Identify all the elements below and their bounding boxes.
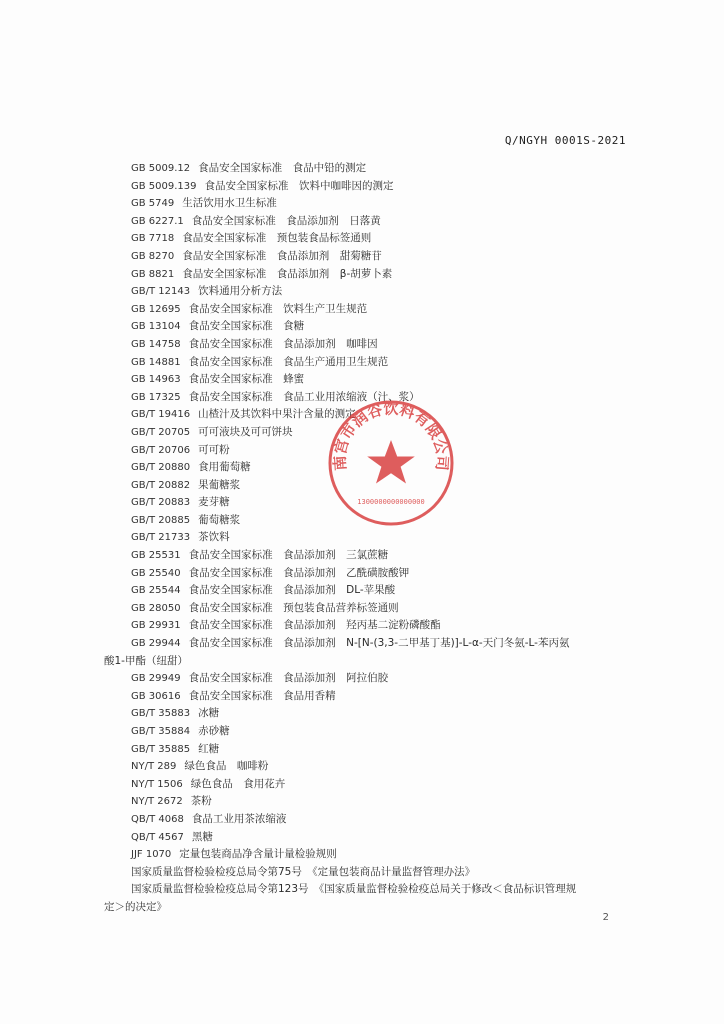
standard-code: GB 6227.1 — [131, 215, 184, 227]
standard-code: NY/T 289 — [131, 761, 177, 773]
standard-title: 食品安全国家标准 食品添加剂 DL-苹果酸 — [188, 584, 396, 597]
standard-row — [104, 195, 644, 213]
standard-code: GB 5009.139 — [131, 180, 197, 192]
standard-code: GB 5009.12 — [131, 163, 191, 174]
standard-code: GB 14881 — [131, 356, 181, 368]
standard-row — [104, 758, 644, 776]
standard-title: 食品安全国家标准 食品添加剂 N-[N-(3,3-二甲基丁基)]-L-α-天门冬氨-L-苯丙氨 — [188, 637, 570, 650]
standard-row — [104, 899, 644, 917]
standard-code: GB 7718 — [131, 233, 175, 245]
standard-code: GB/T 20882 — [131, 479, 191, 491]
standard-title: 食品安全国家标准 食品添加剂 咖啡因 — [188, 337, 378, 350]
standard-code: GB 13104 — [131, 321, 181, 333]
standard-title: 红糖 — [198, 742, 220, 755]
standard-row — [104, 829, 644, 847]
standard-code: QB/T 4567 — [131, 831, 184, 843]
standard-code: GB 30616 — [131, 690, 181, 702]
standard-code: NY/T 1506 — [131, 778, 183, 790]
standard-title: 国家质量监督检验检疫总局令第123号 《国家质量监督检验检疫总局关于修改＜食品标识管理规 — [131, 883, 577, 896]
standard-title: 茶饮料 — [198, 531, 230, 544]
star-icon — [367, 440, 415, 484]
standard-row — [104, 723, 644, 741]
standard-title: 山楂汁及其饮料中果汁含量的测定 — [198, 408, 356, 421]
standard-title: 食品安全国家标准 食品用香精 — [188, 689, 336, 702]
standard-row — [104, 336, 644, 354]
standard-row — [104, 547, 644, 565]
standard-row — [104, 600, 644, 618]
standard-title: 酸1-甲酯（纽甜） — [104, 654, 188, 667]
seal-arc-text: 南宫市润谷饮料有限公司 — [330, 399, 452, 472]
standard-title: 饮料通用分析方法 — [198, 285, 283, 298]
standard-code: GB/T 35885 — [131, 743, 191, 755]
standard-code: QB/T 4068 — [131, 813, 184, 825]
standard-code: GB 5749 — [131, 198, 175, 210]
standard-code: GB 25531 — [131, 550, 181, 562]
standard-code: JJF 1070 — [131, 849, 172, 861]
standard-title: 国家质量监督检验检疫总局令第75号 《定量包装商品计量监督管理办法》 — [131, 865, 476, 878]
standard-row — [104, 318, 644, 336]
standard-code: GB/T 20885 — [131, 514, 191, 526]
standard-code: GB/T 35884 — [131, 726, 191, 737]
standard-title: 葡萄糖浆 — [198, 513, 241, 526]
standard-title: 可可液块及可可饼块 — [198, 425, 293, 438]
standard-row — [104, 248, 644, 266]
standard-title: 果葡糖浆 — [198, 478, 241, 491]
standard-title: 食品安全国家标准 预包装食品营养标签通则 — [188, 601, 399, 614]
standard-row — [104, 354, 644, 372]
standard-code: GB 8270 — [131, 250, 175, 262]
standard-title: 食品安全国家标准 食品添加剂 甜菊糖苷 — [182, 249, 382, 262]
standard-row — [104, 582, 644, 600]
standard-row — [104, 864, 644, 882]
standard-row — [104, 178, 644, 196]
standard-row — [104, 230, 644, 248]
standard-code: GB 29931 — [131, 620, 181, 632]
standard-title: 黑糖 — [191, 830, 213, 843]
standard-title: 食品安全国家标准 食品添加剂 阿拉伯胶 — [188, 672, 389, 685]
standard-row — [104, 283, 644, 301]
standard-row — [104, 846, 644, 864]
standard-title: 食用葡萄糖 — [198, 461, 251, 474]
standard-code: GB 14963 — [131, 374, 181, 386]
page-number: 2 — [602, 912, 609, 923]
seal-number: 1300000000000000 — [357, 498, 425, 506]
standard-title: 定量包装商品净含量计量检验规则 — [179, 848, 337, 861]
standard-row — [104, 617, 644, 635]
standard-row — [104, 565, 644, 583]
standard-title: 食品安全国家标准 食品添加剂 乙酰磺胺酸钾 — [188, 566, 410, 579]
standard-row — [104, 741, 644, 759]
standard-title: 食品安全国家标准 蜂蜜 — [188, 373, 305, 386]
standard-code: GB/T 20706 — [131, 444, 191, 456]
standard-row — [104, 266, 644, 284]
standards-list — [104, 160, 644, 917]
company-seal — [326, 398, 456, 528]
standard-title: 可可粉 — [198, 443, 230, 456]
standard-row — [104, 688, 644, 706]
standard-code: GB 8821 — [131, 268, 175, 280]
standard-title: 食品安全国家标准 饮料生产卫生规范 — [188, 302, 368, 315]
standard-code: GB 25540 — [131, 567, 181, 579]
standard-row — [104, 301, 644, 319]
standard-code: GB 25544 — [131, 585, 181, 597]
standard-row — [104, 811, 644, 829]
standard-row — [104, 776, 644, 794]
standard-title: 绿色食品 咖啡粉 — [184, 760, 269, 773]
standard-code: GB/T 35883 — [131, 708, 191, 720]
standard-row — [104, 529, 644, 547]
standard-code: NY/T 2672 — [131, 796, 183, 808]
standard-code: GB 14758 — [131, 338, 181, 350]
document-code: Q/NGYH 0001S-2021 — [504, 134, 626, 147]
standard-code: GB 29944 — [131, 638, 181, 650]
standard-title: 食品安全国家标准 食品添加剂 三氯蔗糖 — [188, 549, 389, 562]
standard-title: 冰糖 — [198, 707, 220, 720]
standard-title: 茶粉 — [190, 795, 212, 808]
standard-code: GB/T 19416 — [131, 409, 191, 421]
standard-code: GB 28050 — [131, 602, 181, 614]
standard-title: 食品安全国家标准 食品中铅的测定 — [198, 162, 367, 174]
standard-title: 麦芽糖 — [198, 496, 230, 509]
standard-code: GB 12695 — [131, 303, 181, 315]
standard-code: GB/T 20880 — [131, 462, 191, 474]
standard-title: 赤砂糖 — [198, 725, 230, 737]
standard-title: 食品安全国家标准 食品添加剂 羟丙基二淀粉磷酸酯 — [188, 619, 441, 632]
standard-title: 生活饮用水卫生标准 — [182, 197, 277, 210]
standard-title: 食品安全国家标准 预包装食品标签通则 — [182, 232, 372, 245]
standard-title: 食品安全国家标准 饮料中咖啡因的测定 — [204, 179, 394, 192]
standard-row — [104, 160, 644, 178]
standard-code: GB/T 20705 — [131, 426, 191, 438]
standard-title: 食品安全国家标准 食品生产通用卫生规范 — [188, 355, 389, 368]
standard-title: 食品安全国家标准 食品添加剂 日落黄 — [191, 214, 381, 227]
standard-row — [104, 213, 644, 231]
standard-row — [104, 793, 644, 811]
standard-title: 食品安全国家标准 食品工业用浓缩液（汁、浆） — [188, 390, 420, 403]
standard-code: GB 17325 — [131, 391, 181, 403]
standard-title: 定＞的决定》 — [104, 900, 167, 913]
standard-code: GB 29949 — [131, 673, 181, 685]
standard-title: 食品安全国家标准 食糖 — [188, 320, 305, 333]
standard-title: 食品工业用茶浓缩液 — [191, 812, 287, 825]
standard-row — [104, 653, 644, 671]
standard-title: 食品安全国家标准 食品添加剂 β-胡萝卜素 — [182, 267, 393, 280]
standard-row — [104, 705, 644, 723]
standard-row — [104, 881, 644, 899]
standard-code: GB/T 20883 — [131, 497, 191, 509]
standard-code: GB/T 21733 — [131, 532, 191, 544]
standard-title: 绿色食品 食用花卉 — [190, 777, 286, 790]
standard-row — [104, 371, 644, 389]
standard-row — [104, 635, 644, 653]
standard-code: GB/T 12143 — [131, 286, 191, 298]
standard-row — [104, 670, 644, 688]
